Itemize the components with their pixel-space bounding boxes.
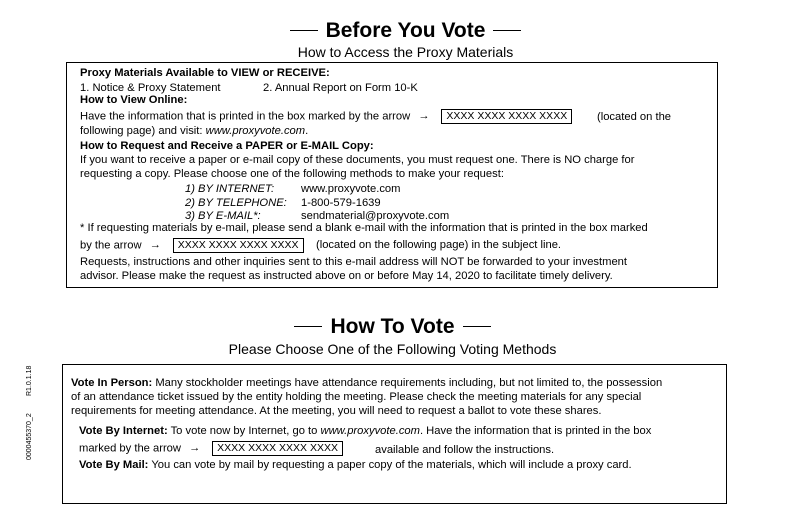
proxyvote-link[interactable]: www.proxyvote.com bbox=[205, 125, 306, 137]
vote-title bbox=[294, 315, 490, 339]
mail-line bbox=[79, 458, 632, 472]
proxy-materials-box bbox=[66, 62, 718, 288]
materials-heading: Proxy Materials Available to VIEW or RECEIVE: bbox=[80, 67, 330, 79]
view-text: Have the information that is printed in the box marked by the arrow bbox=[80, 110, 411, 123]
in-person-text-1: Many stockholder meetings have attendance requirements including, but not limited to, the possession bbox=[152, 377, 663, 389]
internet-text-1b: . Have the information that is printed in the box bbox=[419, 425, 652, 437]
vote-title-text: How To Vote bbox=[330, 314, 455, 338]
request-heading: How to Request and Receive a PAPER or E-MAIL Copy: bbox=[80, 140, 374, 152]
internet-text-2b: available and follow the instructions. bbox=[375, 444, 555, 456]
method-3-label: 3) BY E-MAIL*: bbox=[185, 210, 261, 222]
email-note-2 bbox=[80, 238, 304, 253]
before-title bbox=[290, 19, 522, 43]
mail-text: You can vote by mail by requesting a paper copy of the materials, which will include a proxy card. bbox=[148, 459, 632, 471]
title-rule-left bbox=[294, 326, 322, 327]
material-item-2: 2. Annual Report on Form 10-K bbox=[263, 82, 418, 94]
requests-note-2: advisor. Please make the request as instructed above on or before May 14, 2020 to facilitate timely delivery. bbox=[80, 270, 613, 282]
view-line-2 bbox=[80, 124, 308, 138]
view-text-end: . bbox=[305, 125, 309, 137]
vote-subtitle: Please Choose One of the Following Voting Methods bbox=[228, 341, 557, 357]
control-number-box: XXXX XXXX XXXX XXXX bbox=[173, 238, 304, 253]
control-number-box: XXXX XXXX XXXX XXXX bbox=[212, 441, 343, 456]
email-note-1: * If requesting materials by e-mail, please send a blank e-mail with the information that is printed in the box marked bbox=[80, 222, 648, 234]
in-person-line-3: requirements for meeting attendance. At the meeting, you will need to request a ballot to vote these shares. bbox=[71, 405, 602, 417]
internet-line-2 bbox=[79, 441, 343, 456]
voting-methods-box bbox=[62, 364, 727, 504]
method-2-value: 1-800-579-1639 bbox=[301, 197, 381, 209]
request-text-1: If you want to receive a paper or e-mail copy of these documents, you must request one. There is NO charge for bbox=[80, 154, 635, 166]
internet-label: Vote By Internet: bbox=[79, 425, 168, 437]
arrow-icon: → bbox=[188, 442, 201, 455]
method-1-label: 1) BY INTERNET: bbox=[185, 183, 275, 195]
before-title-row bbox=[0, 18, 811, 43]
email-note-2b: (located on the following page) in the subject line. bbox=[316, 239, 562, 251]
arrow-icon: → bbox=[418, 110, 430, 123]
internet-text-1a: To vote now by Internet, go to bbox=[167, 425, 321, 437]
side-code-2: 0000455370_2 bbox=[26, 413, 33, 460]
arrow-icon: → bbox=[149, 239, 161, 252]
email-note-2a: by the arrow bbox=[80, 239, 142, 252]
before-title-text: Before You Vote bbox=[325, 18, 486, 42]
internet-vote-link[interactable]: www.proxyvote.com bbox=[320, 425, 420, 437]
requests-note-1: Requests, instructions and other inquiries sent to this e-mail address will NOT be forwarded to your investment bbox=[80, 256, 627, 268]
before-subtitle: How to Access the Proxy Materials bbox=[297, 44, 514, 60]
material-item-1: 1. Notice & Proxy Statement bbox=[80, 82, 221, 94]
located-text: (located on the bbox=[597, 111, 672, 123]
title-rule-right bbox=[493, 30, 521, 31]
view-text-2: following page) and visit: bbox=[80, 125, 206, 137]
view-heading: How to View Online: bbox=[80, 94, 188, 106]
method-2-label: 2) BY TELEPHONE: bbox=[185, 197, 287, 209]
method-3-value[interactable]: sendmaterial@proxyvote.com bbox=[301, 210, 450, 222]
view-line bbox=[80, 109, 572, 124]
title-rule-left bbox=[290, 30, 318, 31]
in-person-line-2: of an attendance ticket issued by the entity holding the meeting. Please check the meeting materials for any special bbox=[71, 391, 642, 403]
in-person-line-1 bbox=[71, 376, 662, 390]
internet-line-1 bbox=[79, 424, 651, 438]
title-rule-right bbox=[463, 326, 491, 327]
internet-text-2a: marked by the arrow bbox=[79, 442, 181, 455]
request-text-2: requesting a copy. Please choose one of the following methods to make your request: bbox=[80, 168, 504, 180]
vote-title-row bbox=[0, 314, 798, 339]
control-number-box: XXXX XXXX XXXX XXXX bbox=[441, 109, 572, 124]
in-person-label: Vote In Person: bbox=[71, 377, 153, 389]
side-code-1: R1.0.1.18 bbox=[26, 365, 33, 396]
mail-label: Vote By Mail: bbox=[79, 459, 149, 471]
method-1-value[interactable]: www.proxyvote.com bbox=[301, 183, 401, 195]
